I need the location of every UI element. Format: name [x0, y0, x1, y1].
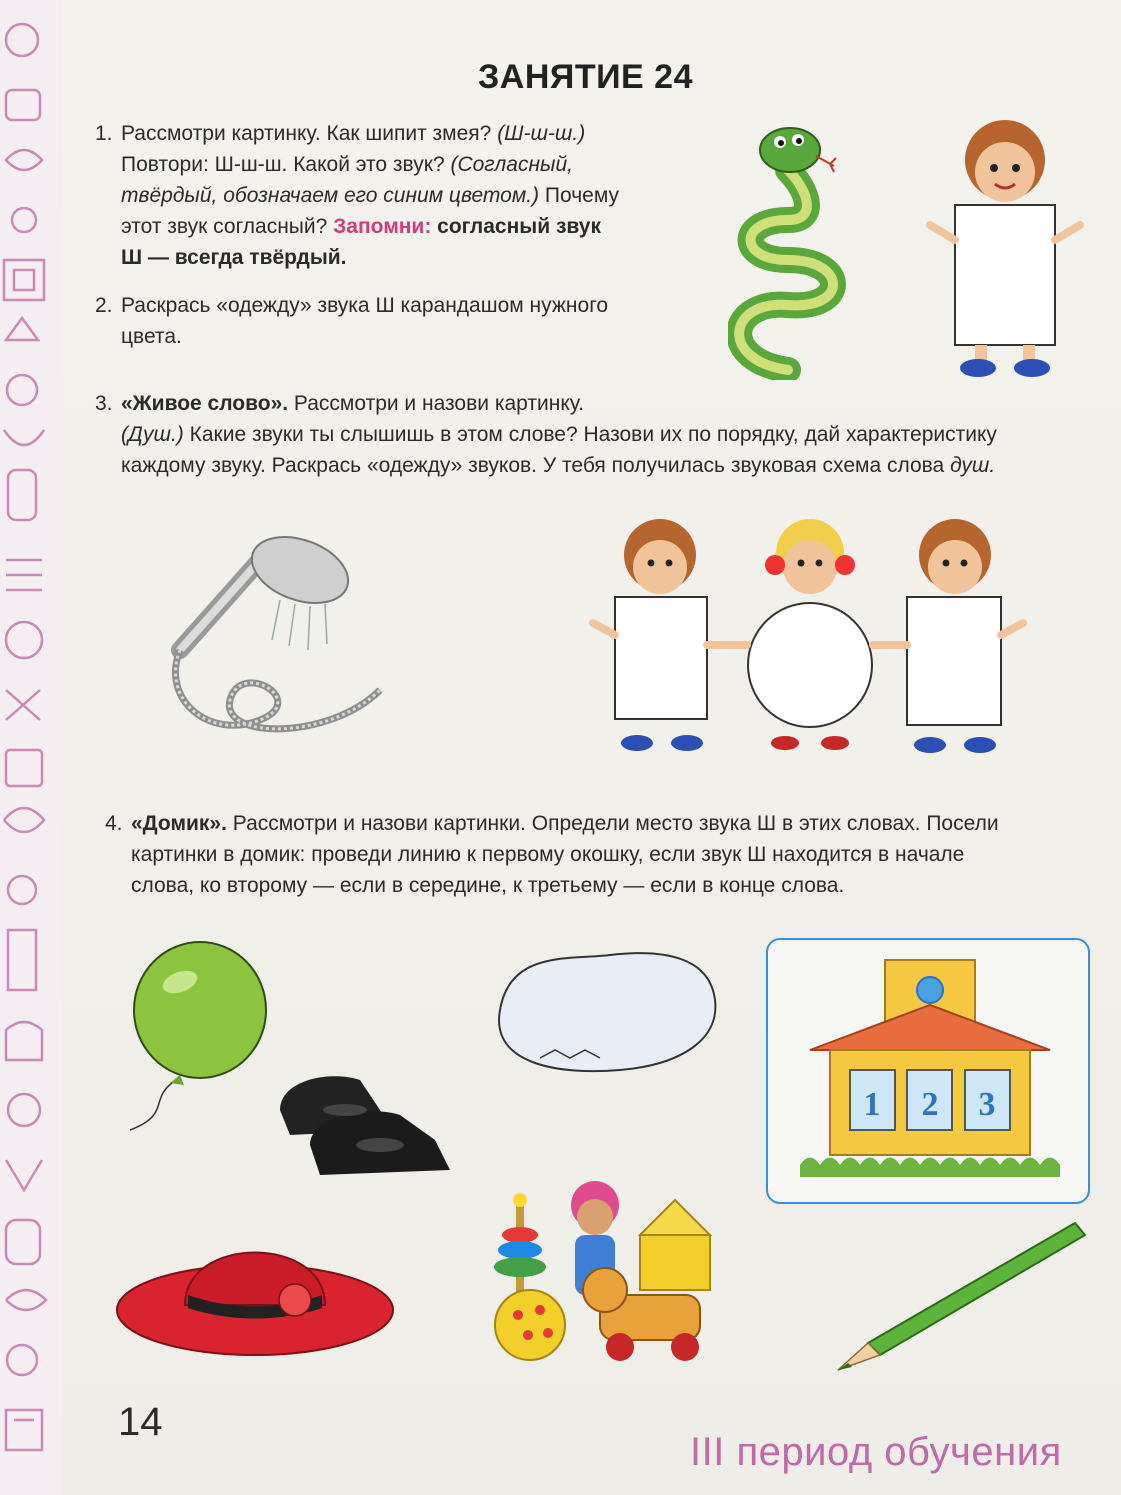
footer-period-label: III период обучения — [690, 1430, 1062, 1474]
rule-text: Ш — всегда твёрдый. — [121, 246, 347, 269]
task-text: Почему — [539, 184, 619, 207]
rule-text: согласный звук — [431, 215, 601, 238]
task-text: Рассмотри и назови картинку. — [288, 392, 584, 415]
task-1 — [95, 118, 695, 273]
remember-label: Запомни: — [333, 215, 432, 238]
task-word: душ. — [950, 454, 996, 477]
page-number: 14 — [118, 1400, 163, 1444]
task-number: 1. — [95, 122, 113, 145]
task-text: картинки в домик: проведи линию к первому окошку, если звук Ш находится в начале — [131, 843, 965, 866]
house-window-2 — [907, 1070, 952, 1130]
task-text: цвета. — [121, 325, 182, 348]
task-number: 2. — [95, 294, 113, 317]
house-picture — [790, 950, 1070, 1190]
pencil-picture — [820, 1215, 1090, 1375]
blocks-toy — [640, 1200, 710, 1290]
toys-picture — [480, 1175, 740, 1375]
task-3 — [95, 388, 1090, 481]
task-text: Рассмотри и назови картинки. Определи место звука Ш в этих словах. Посели — [226, 812, 999, 835]
task-2 — [95, 290, 695, 352]
balloon-picture — [110, 940, 280, 1140]
task-text: Раскрась «одежду» звука Ш карандашом нужного — [121, 294, 609, 317]
task-text: каждому звуку. Раскрась «одежду» звуков. У тебя получилась звуковая схема слова — [121, 454, 951, 477]
lesson-title: ЗАНЯТИЕ 24 — [478, 58, 693, 96]
shoes-picture — [270, 1050, 470, 1190]
window-number: 2 — [921, 1086, 939, 1123]
game-name: «Живое слово». — [121, 392, 289, 415]
children-sound-scheme-picture — [585, 505, 1035, 765]
shower-picture — [150, 520, 410, 760]
window-number: 3 — [978, 1086, 996, 1123]
task-number: 3. — [95, 392, 113, 415]
child-3 — [907, 519, 1001, 753]
task-number: 4. — [105, 812, 123, 835]
task-text: слова, ко второму — если в середине, к третьему — если в конце слова. — [131, 874, 845, 897]
house-window-1 — [850, 1070, 895, 1130]
hat-picture — [110, 1200, 400, 1370]
game-name: «Домик». — [131, 812, 227, 835]
window-number: 1 — [863, 1086, 881, 1123]
task-answer-hint: (Согласный, — [450, 153, 573, 176]
task-4 — [105, 808, 1095, 901]
pillow-picture — [480, 940, 730, 1090]
child-1 — [615, 519, 707, 751]
task-text: Какие звуки ты слышишь в этом слове? Назови их по порядку, дай характеристику — [183, 423, 997, 446]
snake-picture — [728, 110, 858, 380]
task-answer-hint: (Ш-ш-ш.) — [497, 122, 586, 145]
task-text: этот звук согласный? — [121, 215, 334, 238]
task-answer-hint: (Душ.) — [121, 423, 184, 446]
task-text: Повтори: Ш-ш-ш. Какой это звук? — [121, 153, 451, 176]
boy-square-picture — [920, 110, 1090, 380]
house-window-3 — [965, 1070, 1010, 1130]
task-answer-hint: твёрдый, обозначаем его синим цветом.) — [121, 184, 540, 207]
child-2 — [748, 519, 872, 750]
pyramid-toy — [494, 1193, 546, 1295]
margin-doodle-strip — [0, 0, 62, 1495]
task-text: Рассмотри картинку. Как шипит змея? — [121, 122, 498, 145]
